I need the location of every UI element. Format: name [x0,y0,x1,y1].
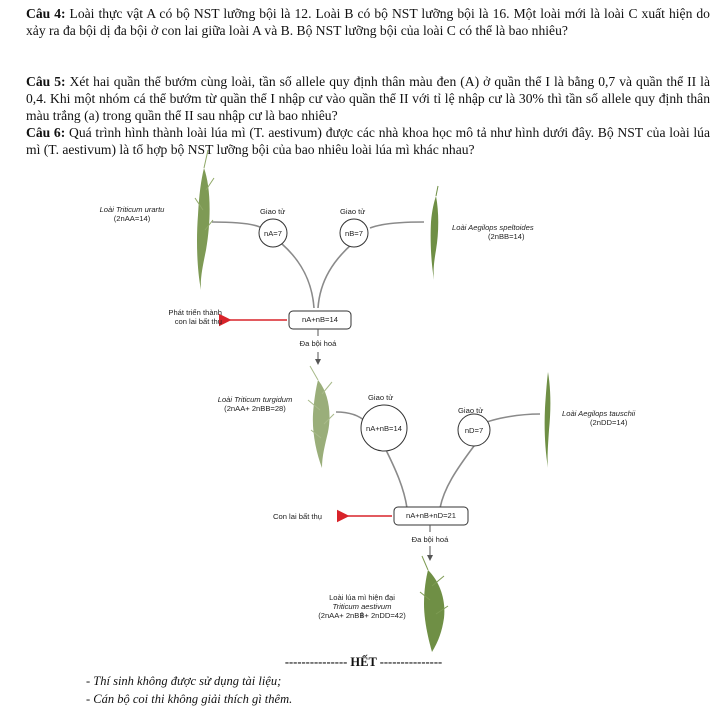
connector-gamete-a [282,244,314,308]
wheat-ear-icon-turgidum [308,366,334,468]
question-6-text: Quá trình hình thành loài lúa mì (T. aestivum) được các nhà khoa học mô tả như hình dưới đây. Bộ NST của loài lúa mì (T. aestivum) là tổ hợp bộ NST lưỡng bội của bao nhiêu loài lúa mì khác nhau? [26,125,710,157]
connector-gamete-d [440,446,474,508]
question-4-text: Loài thực vật A có bộ NST lưỡng bội là 12. Loài B có bộ NST lưỡng bội là 16. Một loài mới là loài C xuất hiện do xảy ra đa bội dị đa bội ở con lai giữa loài A và B. Bộ NST lưỡng bội của loài C có thể là bao nhiêu? [26,6,710,38]
label-species-urartu [92,205,172,223]
speltoides-formula: (2nBB=14) [488,232,525,241]
footer-note-1: - Thí sinh không được sử dụng tài liệu; [86,674,282,688]
label-gamete-3: Giao tử [368,393,394,402]
label-nab14: nA+nB=14 [366,424,402,433]
end-marker: --------------- HẾT --------------- [284,655,443,669]
label-species-speltoides [452,223,562,241]
label-species-turgidum [205,395,305,413]
wheat-ear-icon-aestivum [420,556,448,652]
modern-line-2: Triticum aestivum [332,602,392,611]
label-modern-wheat [300,593,424,620]
species-speltoides-text: Loài Aegilops speltoides [452,223,534,232]
label-gamete-1: Giao tử [260,207,286,216]
wheat-ear-icon-speltoides [431,186,439,280]
label-nd7: nD=7 [464,426,484,435]
label-gamete-4: Giao tử [458,406,484,415]
modern-line-1: Loài lúa mì hiện đại [329,593,395,602]
connector-gamete-ab [384,446,407,508]
connector-speltoides [370,222,424,228]
label-develop-sterile [138,308,222,326]
species-urartu-text: Loài Triticum urartu [99,205,165,214]
connector-gamete-b [318,244,352,308]
connector-tauschii [482,414,540,424]
wheat-ear-icon-tauschii [545,372,551,468]
connector-turgidum [336,412,366,422]
species-tauschii-text: Loài Aegilops tauschii [562,409,636,418]
footer-note-2: - Cán bộ coi thi không giải thích gì thêm. [86,692,293,706]
label-na7: nA=7 [264,229,282,238]
label-polyploid-1: Đa bội hoá [299,339,337,348]
urartu-formula: (2nAA=14) [113,214,151,223]
turgidum-formula: (2nAA+ 2nBB=28) [224,404,286,413]
label-gamete-2: Giao tử [340,207,366,216]
connector-urartu [212,222,262,228]
label-polyploid-2: Đa bội hoá [411,535,449,544]
label-sterile-hybrid: Con lai bất thụ [273,512,322,521]
question-4-label: Câu 4: [26,6,66,21]
question-6-label: Câu 6: [26,125,66,140]
wheat-ear-icon-urartu [195,150,214,290]
label-nb7: nB=7 [345,229,363,238]
tauschii-formula: (2nDD=14) [590,418,628,427]
species-turgidum-text: Loài Triticum turgidum [217,395,293,404]
develop-line-2: con lai bất thụ [174,317,222,326]
label-hybrid-2: nA+nB+nD=21 [405,511,457,520]
label-species-tauschii [562,409,662,427]
question-5-text: Xét hai quần thể bướm cùng loài, tần số allele quy định thân màu đen (A) ở quần thể I là bằng 0,7 và quần thể II là 0,4. Khi một nhóm cá thể bướm từ quần thể I nhập cư vào quần thể II với tỉ lệ nhập cư là 30% thì tần số allele quy định thân màu trắng (a) trong quần thể II sau nhập cư là bao nhiêu? [26,74,710,123]
question-5-label: Câu 5: [26,74,66,89]
label-hybrid-1: nA+nB=14 [302,315,338,324]
modern-formula: (2nAA+ 2nBB+ 2nDD=42) [318,611,406,620]
develop-line-1: Phát triển thành [168,308,222,317]
